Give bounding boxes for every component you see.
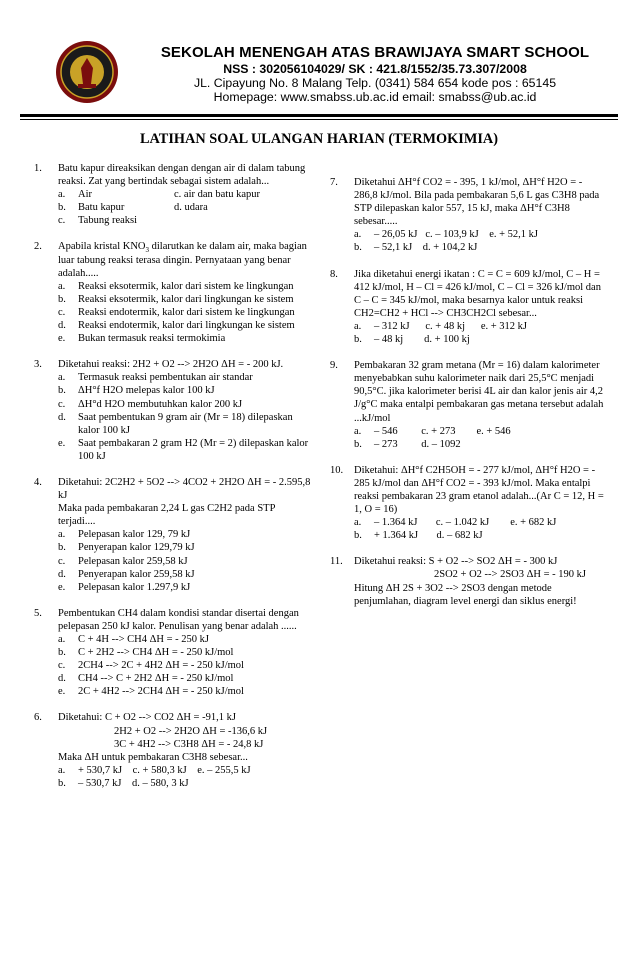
option-d: d. + 104,2 kJ: [422, 242, 478, 254]
option-d: d. + 100 kj: [424, 334, 470, 346]
option-d: Penyerapan kalor 259,58 kJ: [78, 568, 195, 580]
option-c-alt: Tabung reaksi: [78, 215, 138, 227]
equation-2: 2H2 + O2 --> 2H2O ΔH = -136,6 kJ: [114, 725, 268, 737]
option-c: 2CH4 --> 2C + 4H2 ΔH = - 250 kJ/mol: [78, 660, 244, 672]
option-b: ΔH°f H2O melepas kalor 100 kJ: [78, 385, 215, 397]
option-d: Saat pembentukan 9 gram air (Mr = 18) dilepaskan kalor 100 kJ: [78, 411, 293, 436]
option-e: 2C + 4H2 --> 2CH4 ΔH = - 250 kJ/mol: [78, 686, 244, 698]
equation-1: Diketahui: C + O2 --> CO2 ΔH = -91,1 kJ: [58, 712, 236, 724]
question-number: 4.: [34, 476, 42, 488]
option-e: e. + 682 kJ: [510, 517, 557, 529]
option-c: Reaksi endotermik, kalor dari sistem ke lingkungan: [78, 306, 295, 318]
option-b: – 52,1 kJ: [374, 242, 413, 254]
question-number: 2.: [34, 241, 42, 253]
option-e: e. + 546: [476, 425, 511, 437]
school-logo: [55, 40, 119, 104]
option-c: c. air dan batu kapur: [174, 189, 261, 201]
option-a: – 26,05 kJ: [374, 229, 418, 241]
question-1: 1. Batu kapur direaksikan dengan dengan air di dalam tabung reaksi. Zat yang bertindak sebagai sistem adalah... a. Air c. air dan batu kapur b. Batu kapur d. udara c. Tabung reaksi: [34, 162, 314, 227]
header-rule-thin: [20, 119, 618, 120]
web-line: Homepage: www.smabss.ub.ac.id email: smabss@ub.ac.id: [213, 90, 537, 104]
option-e: e. + 52,1 kJ: [489, 229, 539, 241]
option-a: Pelepasan kalor 129, 79 kJ: [78, 529, 191, 541]
option-a: Termasuk reaksi pembentukan air standar: [78, 372, 253, 384]
school-name: SEKOLAH MENENGAH ATAS BRAWIJAYA SMART SCHOOL: [160, 44, 590, 61]
page-title: LATIHAN SOAL ULANGAN HARIAN (TERMOKIMIA): [140, 131, 498, 147]
option-d: d. udara: [174, 202, 208, 214]
question-text: Diketahui ΔH°f CO2 = - 395, 1 kJ/mol, ΔH°f H2O = - 286,8 kJ/mol. Bila pada pembakaran 5,6 L gas C3H8 pada STP dilepaskan kalor 557, 15 kJ, maka ΔH°f C3H8 sebesar.....: [354, 177, 600, 228]
address-line: JL. Cipayung No. 8 Malang Telp. (0341) 584 654 kode pos : 65145: [193, 76, 557, 90]
option-c: c. – 103,9 kJ: [425, 229, 479, 241]
option-b: Batu kapur: [78, 202, 125, 214]
option-c: Pelepasan kalor 259,58 kJ: [78, 555, 188, 567]
option-b: Penyerapan kalor 129,79 kJ: [78, 542, 195, 554]
question-number: 3.: [34, 359, 42, 371]
equation-2: 2SO2 + O2 --> 2SO3 ΔH = - 190 kJ: [434, 569, 586, 581]
option-b: Reaksi eksotermik, kalor dari lingkungan ke sistem: [78, 293, 294, 305]
question-number: 9.: [330, 360, 338, 372]
question-9: 9. Pembakaran 32 gram metana (Mr = 16) dalam kalorimeter menyebabkan suhu kalorimeter naik dari 25,5°C menjadi 90,5°C. jika kalorimeter berisi 4L air dan kalor jenis air 4,2 J/g°C maka entalpi pembakaran gas metana tersebut adalah ...kJ/mol a. – 546 c. + 273 e. + 546 b. – 273 d. – 1092: [330, 360, 604, 450]
question-10: 10. Diketahui: ΔH°f C2H5OH = - 277 kJ/mol, ΔH°f H2O = - 285 kJ/mol dan ΔH°f CO2 = - 393 kJ/mol. Maka entalpi reaksi pembakaran 23 gram etanol adalah...(Ar C = 12, H = 1, O = 16) a. – 1.364 kJ c. – 1.042 kJ e. + 682 kJ b. + 1.364 kJ d. – 682 kJ: [330, 464, 604, 542]
question-text: Diketahui reaksi: 2H2 + O2 --> 2H2O ΔH = - 200 kJ.: [58, 359, 284, 371]
option-b: – 273: [374, 438, 398, 450]
question-text: Pembentukan CH4 dalam kondisi standar disertai dengan pelepasan 250 kJ kalor. Penulisan yang benar adalah ......: [58, 607, 299, 632]
question-number: 7.: [330, 177, 338, 188]
option-b: – 48 kj: [374, 334, 404, 346]
option-d: d. – 580, 3 kJ: [131, 777, 189, 789]
letterhead: [0, 0, 638, 130]
option-c: ΔH°d H2O membutuhkan kalor 200 kJ: [78, 398, 243, 410]
option-a: – 1.364 kJ: [374, 517, 418, 529]
option-a: Air: [78, 189, 92, 201]
option-e: Bukan termasuk reaksi termokimia: [78, 333, 226, 345]
question-text: Apabila kristal $KNO_3$ dilarutkan ke dalam air, maka bagian luar tabung reaksi terasa dingin. Pernyataan yang benar adalah.....: [58, 241, 307, 279]
question-3: 3. Diketahui reaksi: 2H2 + O2 --> 2H2O ΔH = - 200 kJ. a. Termasuk reaksi pembentukan air standar b. ΔH°f H2O melepas kalor 100 kJ c. ΔH°d H2O membutuhkan kalor 200 kJ d. Saat pembentukan 9 gram air (Mr = 18) dilepaskan kalor 100 kJ e. Saat pembakaran 2 gram H2 (Mr = 2) dilepaskan kalor 100 kJ: [34, 358, 314, 463]
option-b: – 530,7 kJ: [78, 777, 122, 789]
equation-1: Diketahui reaksi: S + O2 --> SO2 ΔH = - 300 kJ: [354, 556, 558, 568]
question-text: Maka pada pembakaran 2,24 L gas C2H2 pada STP terjadi....: [58, 503, 276, 528]
question-text: Diketahui: ΔH°f C2H5OH = - 277 kJ/mol, ΔH°f H2O = - 285 kJ/mol dan ΔH°f CO2 = - 393 kJ/mol. Maka entalpi reaksi pembakaran 23 gram etanol adalah...(Ar C = 12, H = 1, O = 16): [354, 464, 604, 516]
question-equation: Diketahui: 2C2H2 + 5O2 --> 4CO2 + 2H2O ΔH = - 2.595,8 kJ: [58, 476, 311, 502]
question-2: 2. Apabila kristal $KNO_3$ dilarutkan ke dalam air, maka bagian luar tabung reaksi terasa dingin. Pernyataan yang benar adalah..... a. Reaksi eksotermik, kalor dari sistem ke lingkungan b. Reaksi eksotermik, kalor dari lingkungan ke sistem c. Reaksi endotermik, kalor dari sistem ke lingkungan d. Reaksi endotermik, kalor dari lingkungan ke sistem e. Bukan termasuk reaksi termokimia: [34, 240, 314, 345]
question-number: 6.: [34, 712, 42, 724]
question-text: Batu kapur direaksikan dengan dengan air di dalam tabung reaksi. Zat yang bertindak sebagai sistem adalah...: [58, 163, 306, 188]
option-c: c. – 1.042 kJ: [435, 517, 490, 529]
question-text: Pembakaran 32 gram metana (Mr = 16) dalam kalorimeter menyebabkan suhu kalorimeter naik dari 25,5°C menjadi 90,5°C. jika kalorimeter berisi 4L air dan kalor jenis air 4,2 J/g°C maka entalpi pembakaran gas metana tersebut adalah ...kJ/mol: [354, 360, 604, 424]
question-number: 1.: [34, 163, 42, 174]
option-b: C + 2H2 --> CH4 ΔH = - 250 kJ/mol: [78, 647, 234, 659]
question-text: Maka ΔH untuk pembakaran C3H8 sebesar...: [58, 751, 248, 763]
question-number: 8.: [330, 268, 338, 280]
option-c: c. + 580,3 kJ: [132, 764, 187, 776]
option-e: e. – 255,5 kJ: [197, 764, 251, 776]
question-number: 5.: [34, 607, 42, 619]
header-rule-thick: [20, 114, 618, 117]
question-number: 10.: [330, 464, 344, 476]
equation-3: 3C + 4H2 --> C3H8 ΔH = - 24,8 kJ: [114, 738, 264, 750]
question-11: [330, 555, 604, 607]
option-d: d. – 682 kJ: [436, 530, 483, 542]
option-e: Pelepasan kalor 1.297,9 kJ: [78, 581, 191, 593]
question-4: 4. Diketahui: 2C2H2 + 5O2 --> 4CO2 + 2H2O ΔH = - 2.595,8 kJ Maka pada pembakaran 2,24 L gas C2H2 pada STP terjadi.... a. Pelepasan kalor 129, 79 kJ b. Penyerapan kalor 129,79 kJ c. Pelepasan kalor 259,58 kJ d. Penyerapan kalor 259,58 kJ e. Pelepasan kalor 1.297,9 kJ: [34, 476, 314, 594]
nss-line: NSS : 302056104029/ SK : 421.8/1552/35.73.307/2008: [223, 62, 527, 76]
option-a: C + 4H --> CH4 ΔH = - 250 kJ: [78, 634, 209, 645]
option-b: + 1.364 kJ: [374, 530, 419, 542]
option-a: – 312 kJ: [374, 320, 410, 332]
left-column: [34, 162, 314, 803]
question-number: 11.: [330, 556, 343, 568]
option-d: d. – 1092: [421, 438, 461, 450]
option-e: e. + 312 kJ: [480, 320, 528, 332]
option-d: CH4 --> C + 2H2 ΔH = - 250 kJ/mol: [78, 673, 234, 685]
option-e: Saat pembakaran 2 gram H2 (Mr = 2) dilepaskan kalor 100 kJ: [78, 437, 309, 462]
question-7: 7. Diketahui ΔH°f CO2 = - 395, 1 kJ/mol, ΔH°f H2O = - 286,8 kJ/mol. Bila pada pembakaran 5,6 L gas C3H8 pada STP dilepaskan kalor 557, 15 kJ, maka ΔH°f C3H8 sebesar..... a. – 26,05 kJ c. – 103,9 kJ e. + 52,1 kJ b. – 52,1 kJ d. + 104,2 kJ: [330, 176, 604, 255]
option-c: c. + 273: [421, 425, 456, 437]
question-8: 8. Jika diketahui energi ikatan : C = C = 609 kJ/mol, C – H = 412 kJ/mol, H – Cl = 426 kJ/mol, C – Cl = 326 kJ/mol dan C – C = 345 kJ/mol, maka besarnya kalor untuk reaksi CH2=CH2 + HCl --> CH3CH2Cl sebesar... a. – 312 kJ c. + 48 kj e. + 312 kJ b. – 48 kj d. + 100 kj: [330, 268, 604, 347]
option-a: – 546: [374, 425, 398, 437]
option-a: + 530,7 kJ: [78, 764, 123, 776]
question-5: 5. Pembentukan CH4 dalam kondisi standar disertai dengan pelepasan 250 kJ kalor. Penulisan yang benar adalah ...... a. C + 4H --> CH4 ΔH = - 250 kJ b. C + 2H2 --> CH4 ΔH = - 250 kJ/mol c. 2CH4 --> 2C + 4H2 ΔH = - 250 kJ/mol d. CH4 --> C + 2H2 ΔH = - 250 kJ/mol e. 2C + 4H2 --> 2CH4 ΔH = - 250 kJ/mol: [34, 607, 314, 699]
option-a: Reaksi eksotermik, kalor dari sistem ke lingkungan: [78, 280, 294, 292]
question-6: 6. Diketahui: C + O2 --> CO2 ΔH = -91,1 kJ 2H2 + O2 --> 2H2O ΔH = -136,6 kJ 3C + 4H2 --> C3H8 ΔH = - 24,8 kJ Maka ΔH untuk pembakaran C3H8 sebesar... a. + 530,7 kJ c. + 580,3 kJ e. – 255,5 kJ b. – 530,7 kJ d. – 580, 3 kJ: [34, 711, 314, 790]
question-text: Jika diketahui energi ikatan : C = C = 609 kJ/mol, C – H = 412 kJ/mol, H – Cl = 426 kJ/mol, C – Cl = 326 kJ/mol dan C – C = 345 kJ/mol, maka besarnya kalor untuk reaksi CH2=CH2 + HCl --> CH3CH2Cl sebesar...: [354, 268, 601, 319]
right-column: [330, 176, 604, 621]
question-text: Hitung ΔH 2S + 3O2 --> 2SO3 dengan metode penjumlahan, diagram level energi dan siklus energi!: [354, 582, 577, 607]
option-c: c. + 48 kj: [425, 320, 466, 332]
option-d: Reaksi endotermik, kalor dari lingkungan ke sistem: [78, 320, 295, 332]
